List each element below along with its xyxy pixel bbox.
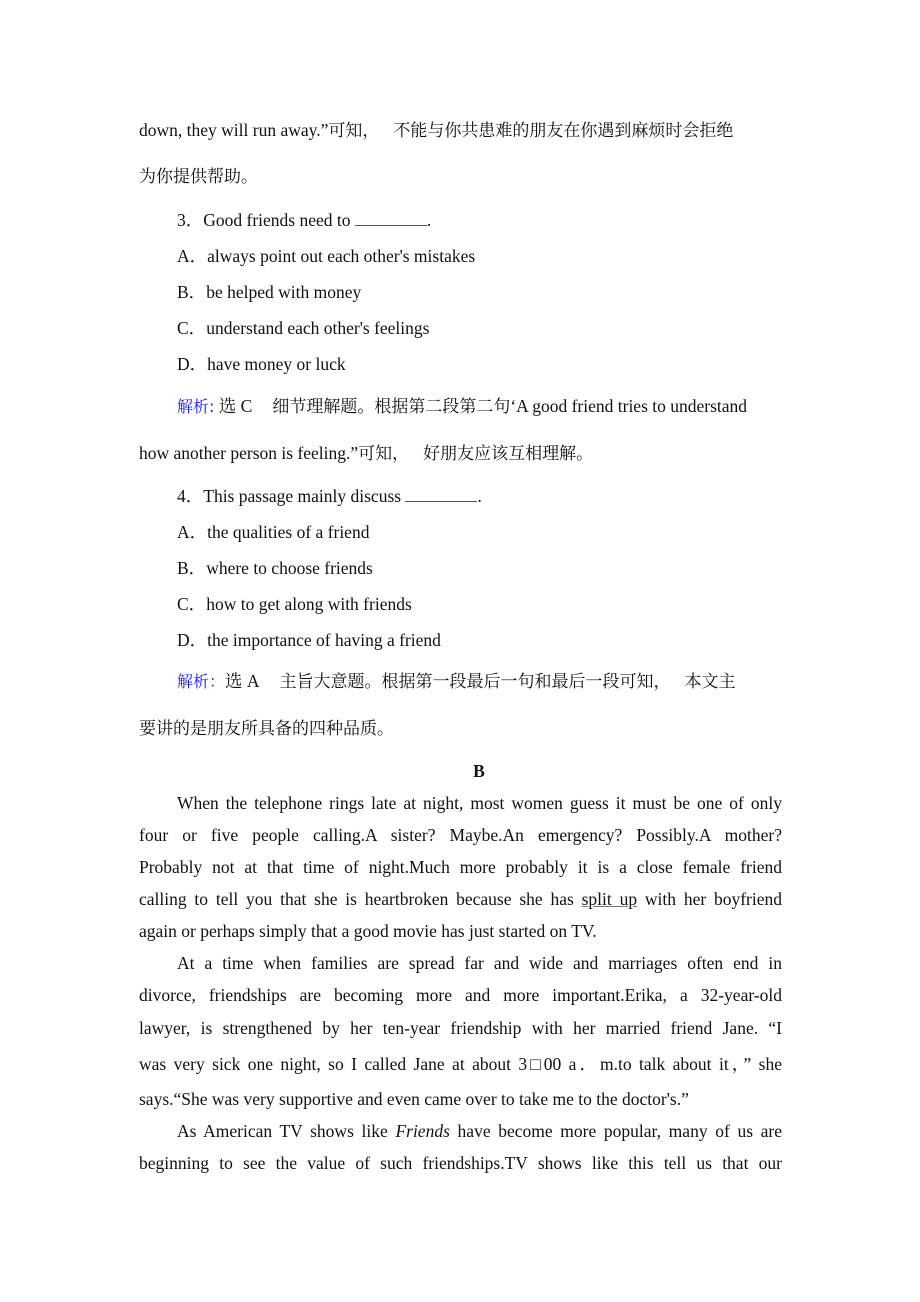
explanation-q3-line1	[177, 395, 782, 418]
question-3-option-d	[177, 353, 782, 375]
option-text: understand each other's feelings	[206, 318, 430, 338]
answer-blank	[405, 487, 477, 502]
question-3-option-c	[177, 317, 782, 339]
question-3-stem: 3．Good friends need to .	[177, 210, 432, 230]
question-3-option-a	[177, 245, 782, 267]
paragraph-3-line-2: beginning to see the value of such friendships.TV shows like this tell us that our	[139, 1153, 782, 1173]
paragraph-2-line-5: says.“She was very supportive and even came over to take me to the doctor's.”	[139, 1089, 689, 1109]
explanation-q4-line2: 要讲的是朋友所具备的四种品质。	[139, 719, 394, 739]
option-letter: A．	[177, 522, 208, 542]
option-letter: D．	[177, 354, 208, 374]
explanation-type: 主旨大意题。根据第一段最后一句和最后一段可知，	[279, 672, 671, 692]
question-number: 3．	[177, 210, 204, 230]
option-text: always point out each other's mistakes	[207, 246, 476, 266]
question-4-stem: 4．This passage mainly discuss .	[177, 486, 482, 506]
explanation-q3-line2: how another person is feeling.”可知， 好朋友应该互相理解。	[139, 443, 594, 464]
question-text: This passage mainly discuss	[203, 486, 402, 506]
option-text: where to choose friends	[206, 558, 373, 578]
question-text: Good friends need to	[203, 210, 351, 230]
explanation-label: 解析：	[177, 672, 226, 691]
explanation-conclusion: 好朋友应该互相理解。	[423, 444, 594, 464]
explanation-type: 细节理解题。根据第二段第二句	[272, 397, 511, 417]
paragraph-2-line-3: lawyer, is strengthened by her ten-year friendship with her married friend Jane. “I	[139, 1018, 782, 1038]
option-letter: C．	[177, 594, 207, 614]
paragraph-3-line-1: As American TV shows like Friends have become more popular, many of us are	[177, 1121, 783, 1141]
explanation-answer: 选 C	[218, 396, 253, 416]
explanation-q2-line2: 为你提供帮助。	[139, 167, 258, 187]
explanation-label: 解析:	[177, 397, 215, 416]
question-4-option-b	[177, 557, 782, 579]
underlined-phrase: split up	[581, 889, 638, 909]
paragraph-2-line-1: At a time when families are spread far and wide and marriages often end in	[177, 953, 782, 973]
paragraph-2-line-4: was very sick one night, so I called Jane at about 3□00 a．m.to talk about it，” she	[139, 1054, 782, 1074]
option-letter: D．	[177, 630, 208, 650]
explanation-q2-cn-text: 不能与你共患难的朋友在你遇到麻烦时会拒绝	[393, 121, 734, 141]
question-number: 4．	[177, 486, 204, 506]
question-4-option-d	[177, 629, 782, 651]
paragraph-1-line-2: four or five people calling.A sister? Maybe.An emergency? Possibly.A mother?	[139, 825, 782, 845]
answer-blank	[355, 211, 427, 226]
option-text: the qualities of a friend	[207, 522, 370, 542]
explanation-q2-line1	[139, 119, 782, 142]
question-3-option-b	[177, 281, 782, 303]
explanation-quote-end: how another person is feeling.”	[139, 443, 359, 463]
italic-title: Friends	[395, 1121, 450, 1141]
option-text: how to get along with friends	[206, 594, 412, 614]
explanation-answer: 选 A	[225, 671, 260, 691]
option-letter: B．	[177, 282, 207, 302]
section-heading: B	[473, 761, 485, 781]
paragraph-1-line-5: again or perhaps simply that a good movie has just started on TV.	[139, 921, 597, 941]
option-text: the importance of having a friend	[207, 630, 441, 650]
option-text: have money or luck	[207, 354, 346, 374]
explanation-q4-line1: 解析：选 A 主旨大意题。根据第一段最后一句和最后一段可知， 本文主	[177, 671, 736, 692]
paragraph-1-line-4: calling to tell you that she is heartbroken because she has split up with her boyfriend	[139, 889, 783, 909]
option-letter: B．	[177, 558, 207, 578]
explanation-quote-start: ‘A good friend tries to understand	[510, 396, 748, 416]
explanation-q2-english: down, they will run away.”	[139, 120, 329, 140]
option-text: be helped with money	[206, 282, 362, 302]
option-letter: C．	[177, 318, 207, 338]
explanation-q2-cn-prefix: 可知，	[328, 121, 380, 141]
option-letter: A．	[177, 246, 208, 266]
paragraph-1-line-1: When the telephone rings late at night, most women guess it must be one of only	[177, 793, 782, 813]
paragraph-2-line-2: divorce, friendships are becoming more and more important.Erika, a 32-year-old	[139, 985, 782, 1005]
question-4-option-c	[177, 593, 782, 615]
question-4-option-a	[177, 521, 782, 543]
paragraph-1-line-3: Probably not at that time of night.Much more probably it is a close female friend	[139, 857, 782, 877]
